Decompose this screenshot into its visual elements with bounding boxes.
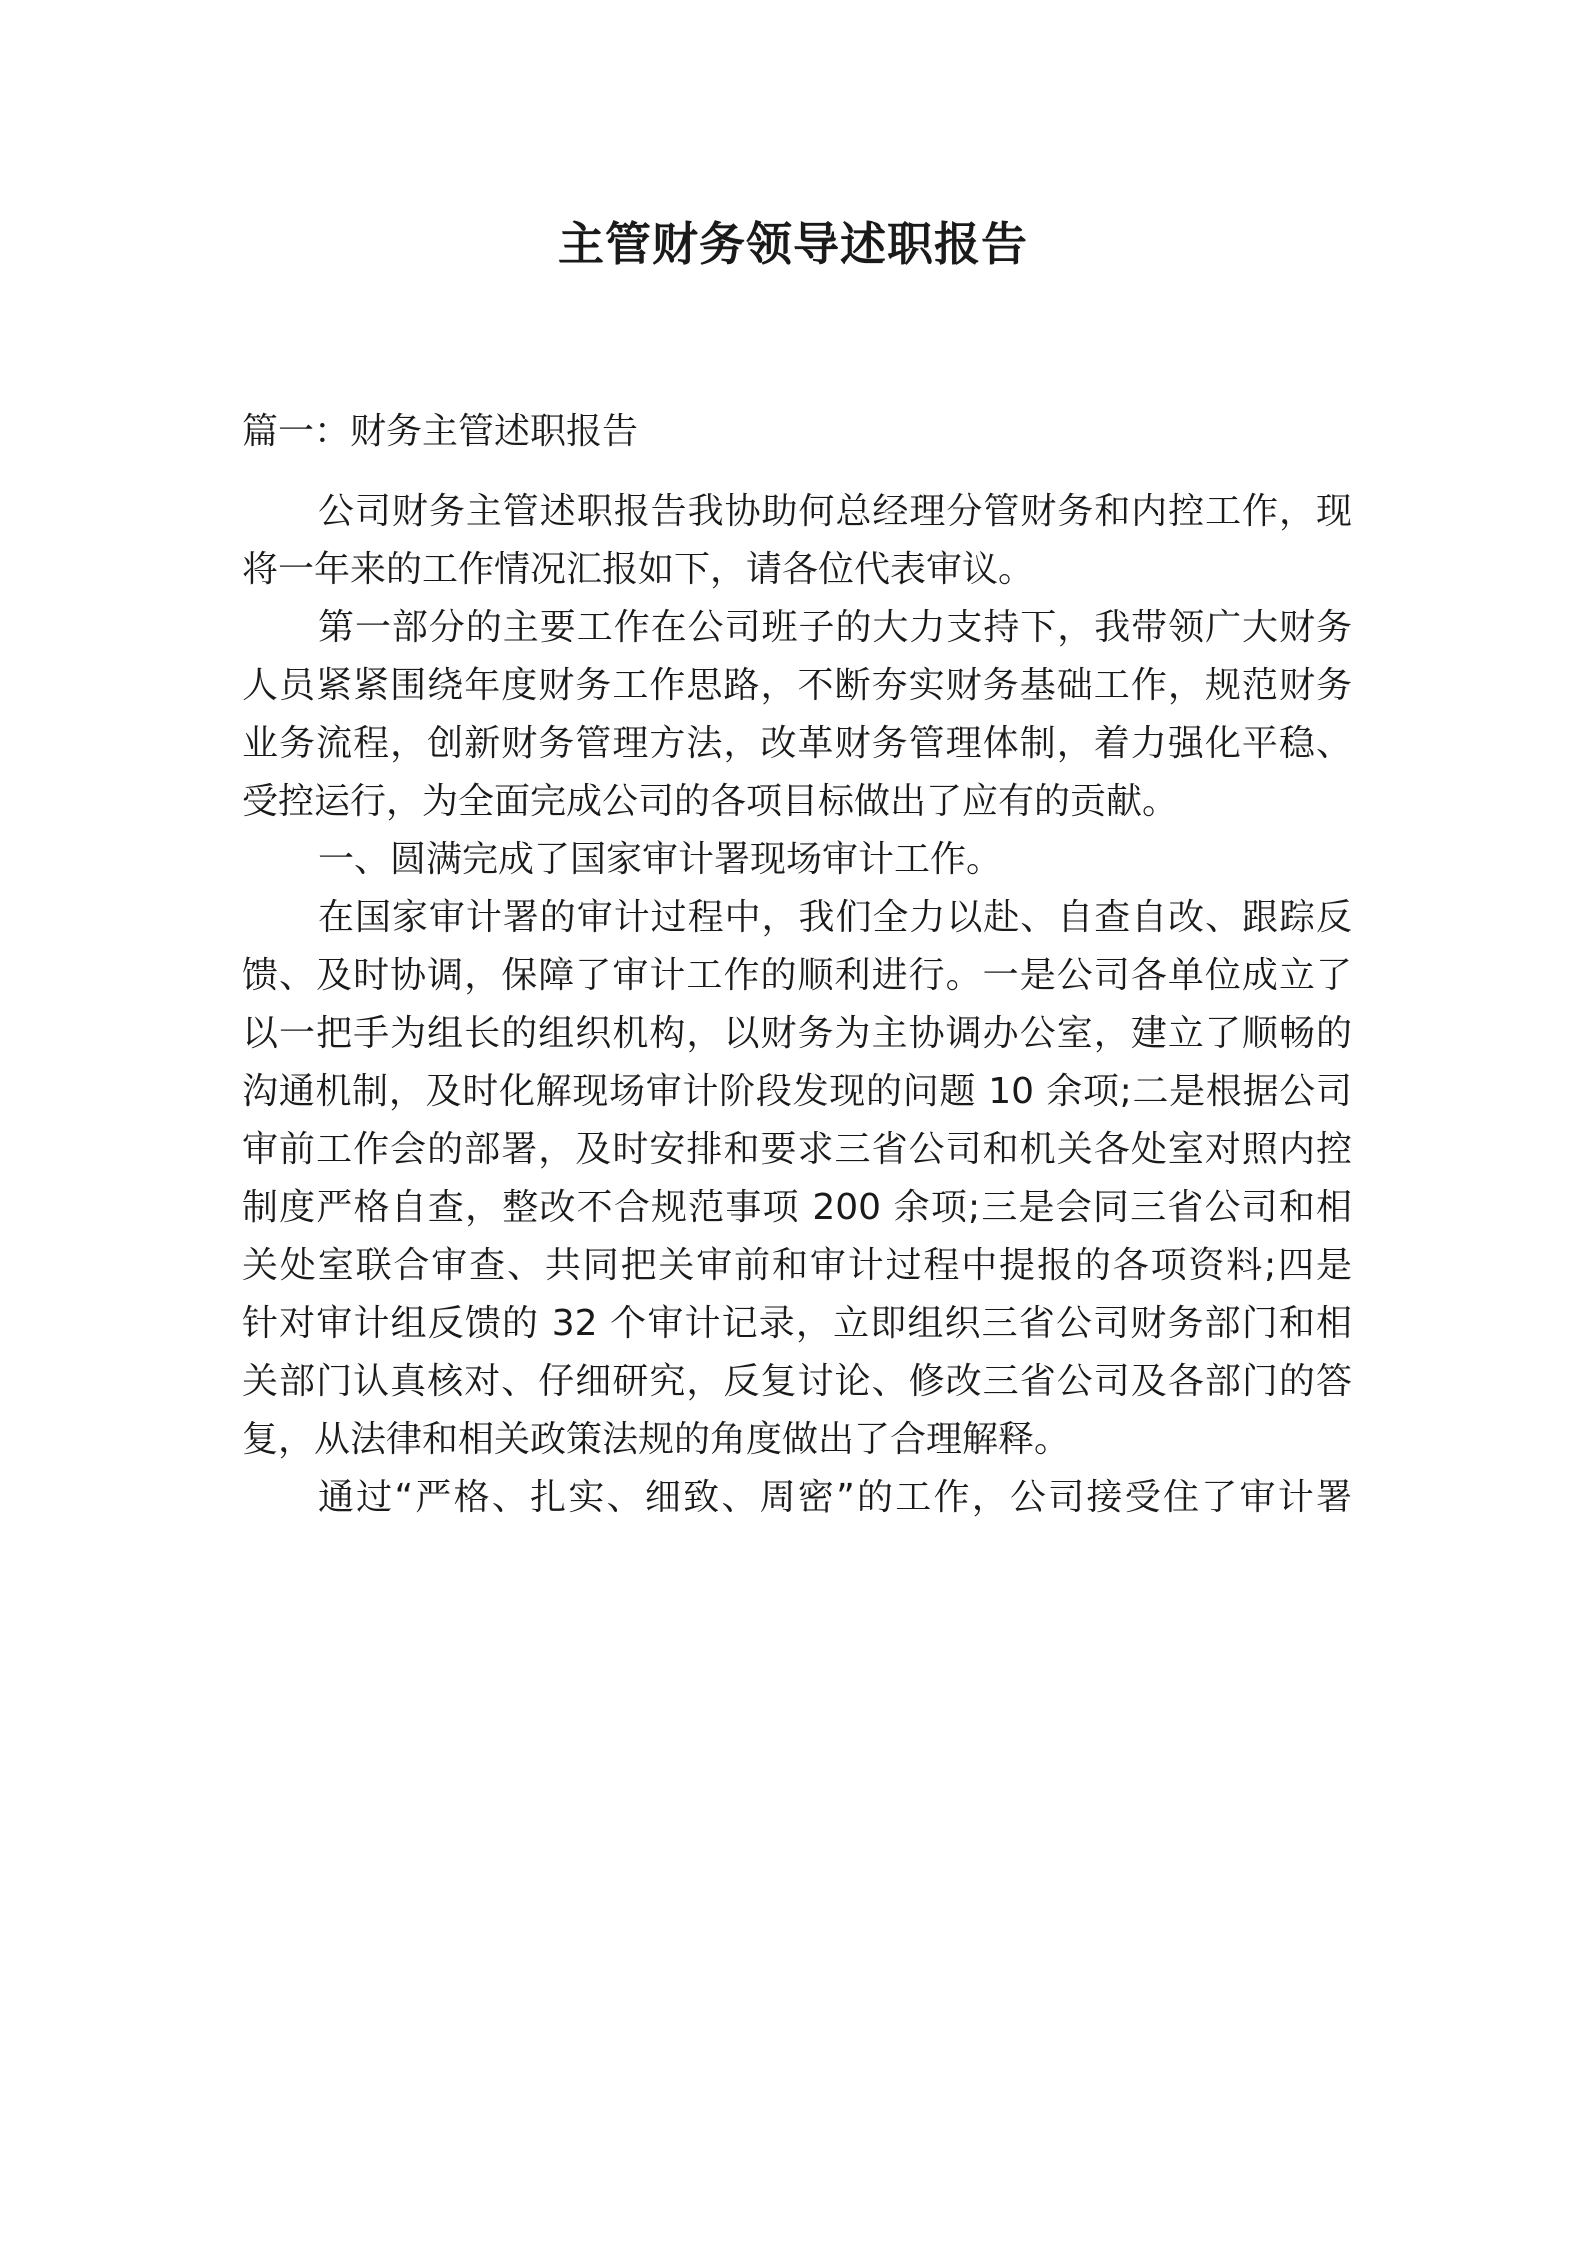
body-line: 以一把手为组长的组织机构，以财务为主协调办公室，建立了顺畅的 [242, 1013, 1352, 1054]
body-line: 在国家审计署的审计过程中，我们全力以赴、自查自改、跟踪反 [318, 897, 1352, 938]
body-line: 人员紧紧围绕年度财务工作思路，不断夯实财务基础工作，规范财务 [242, 665, 1352, 706]
document-title: 主管财务领导述职报告 [558, 217, 1028, 271]
body-line: 通过“严格、扎实、细致、周密”的工作，公司接受住了审计署 [318, 1477, 1352, 1518]
body-line: 审前工作会的部署，及时安排和要求三省公司和机关各处室对照内控 [242, 1129, 1352, 1170]
body-line: 业务流程，创新财务管理方法，改革财务管理体制，着力强化平稳、 [242, 723, 1352, 764]
body-line: 沟通机制，及时化解现场审计阶段发现的问题 10 余项;二是根据公司 [242, 1071, 1352, 1112]
body-line: 一、圆满完成了国家审计署现场审计工作。 [318, 839, 1003, 880]
body-line: 针对审计组反馈的 32 个审计记录，立即组织三省公司财务部门和相 [242, 1303, 1352, 1344]
body-line: 受控运行，为全面完成公司的各项目标做出了应有的贡献。 [242, 781, 1179, 822]
body-line: 关处室联合审查、共同把关审前和审计过程中提报的各项资料;四是 [242, 1245, 1352, 1286]
section-heading: 篇一：财务主管述职报告 [242, 411, 639, 452]
body-line: 将一年来的工作情况汇报如下，请各位代表审议。 [242, 549, 1035, 590]
body-line: 复，从法律和相关政策法规的角度做出了合理解释。 [242, 1419, 1071, 1460]
body-line: 关部门认真核对、仔细研究，反复讨论、修改三省公司及各部门的答 [242, 1361, 1352, 1402]
body-line: 制度严格自查，整改不合规范事项 200 余项;三是会同三省公司和相 [242, 1187, 1352, 1228]
body-line: 第一部分的主要工作在公司班子的大力支持下，我带领广大财务 [318, 607, 1352, 648]
body-line: 馈、及时协调，保障了审计工作的顺利进行。一是公司各单位成立了 [242, 955, 1352, 996]
body-line: 公司财务主管述职报告我协助何总经理分管财务和内控工作，现 [318, 491, 1352, 532]
